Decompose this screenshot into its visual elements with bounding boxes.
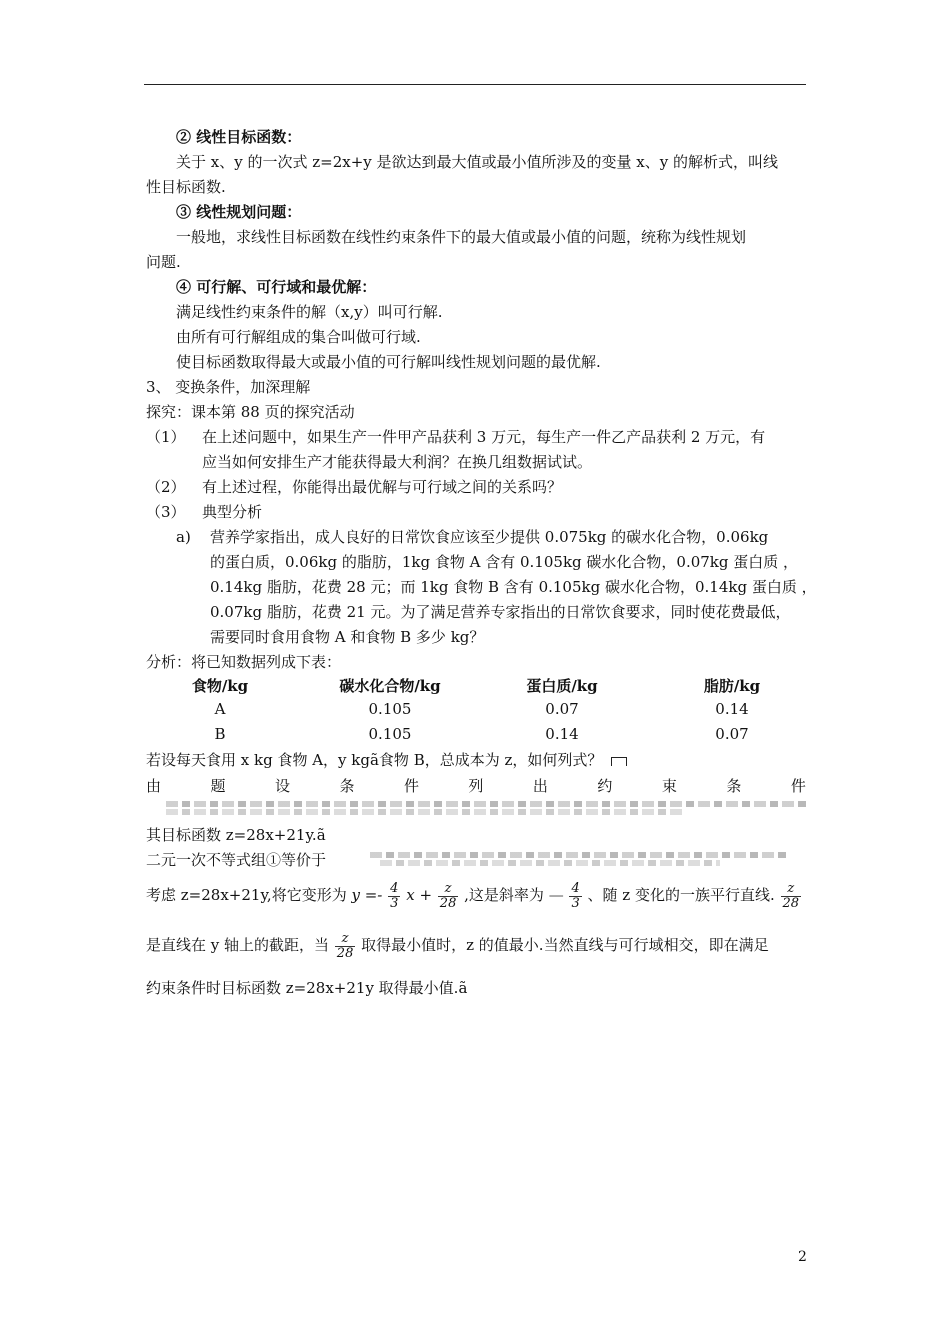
equivalent-line: 二元一次不等式组①等价于 [146, 851, 327, 869]
intercept-line [146, 928, 769, 962]
s4-line-1: 满足线性约束条件的解（x,y）叫可行解. [176, 303, 443, 321]
s3-title: ③ 线性规划问题： [176, 203, 302, 221]
spread-char: 件 [790, 777, 806, 795]
spread-char: 由 [146, 777, 162, 795]
header-rule [144, 84, 806, 85]
frac-z-28-b: $\frac{z}{28}$ [782, 880, 800, 911]
frac-z-28: $\frac{z}{28}$ [439, 880, 457, 911]
transform-text-c: 、随 z 变化的一族平行直线. [587, 886, 775, 904]
garbled-formula-image [370, 852, 790, 858]
table-header-protein: 蛋白质/kg [526, 677, 598, 695]
setup-line [146, 750, 627, 770]
q2-number: （2） [146, 478, 186, 496]
garbled-formula-image [380, 860, 720, 866]
spread-char: 题 [210, 777, 226, 795]
explore-line: 探究：课本第 88 页的探究活动 [146, 403, 355, 421]
corner-mark-icon [611, 757, 627, 766]
objective-line: 其目标函数 z=28x+21y.ã [146, 826, 326, 844]
frac-four-thirds: $\frac{4}{3}$ [390, 880, 399, 911]
spread-char: 约 [597, 777, 613, 795]
s4-line-2: 由所有可行解组成的集合叫做可行域. [176, 328, 421, 346]
item-a-line-4: 0.07kg 脂肪，花费 21 元。为了满足营养专家指出的日常饮食要求，同时使花费最低， [210, 603, 791, 621]
s4-line-3: 使目标函数取得最大或最小值的可行解叫线性规划问题的最优解. [176, 353, 601, 371]
q1-line-2: 应当如何安排生产才能获得最大利润？在换几组数据试试。 [202, 453, 593, 471]
s3-body-1: 一般地，求线性目标函数在线性约束条件下的最大值或最小值的问题，统称为线性规划 [176, 228, 747, 246]
setup-text: 若设每天食用 x kg 食物 A，y kgã食物 B，总成本为 z，如何列式？ [146, 751, 603, 769]
conclusion-line: 约束条件时目标函数 z=28x+21y 取得最小值.ã [146, 979, 468, 997]
q3-line-1: 典型分析 [202, 503, 263, 521]
frac-slope: $\frac{4}{3}$ [571, 880, 580, 911]
table-header-carb: 碳水化合物/kg [339, 677, 441, 695]
garbled-formula-image [166, 801, 806, 807]
table-cell: A [214, 700, 226, 718]
item-a-label: a) [176, 528, 191, 546]
table-cell: 0.14 [715, 700, 749, 718]
analysis-line: 分析：将已知数据列成下表： [146, 653, 342, 671]
spread-char: 列 [468, 777, 484, 795]
transform-line [146, 878, 802, 912]
item-a-line-5: 需要同时食用食物 A 和食物 B 多少 kg？ [210, 628, 485, 646]
spread-text-line [146, 775, 806, 796]
table-cell: 0.07 [715, 725, 749, 743]
transform-text-b: ,这是斜率为 [464, 886, 544, 904]
spread-char: 条 [726, 777, 742, 795]
s4-title: ④ 可行解、可行域和最优解： [176, 278, 377, 296]
q1-number: （1） [146, 428, 186, 446]
spread-char: 条 [339, 777, 355, 795]
intercept-text-b: 取得最小值时，z 的值最小.当然直线与可行域相交，即在满足 [361, 936, 769, 954]
garbled-formula-image [166, 809, 686, 815]
table-header-food: 食物/kg [191, 677, 249, 695]
part3-heading: 3、 变换条件，加深理解 [146, 378, 311, 396]
spread-char: 设 [274, 777, 290, 795]
table-row [146, 725, 846, 745]
page-number: 2 [798, 1249, 807, 1265]
s2-body-1: 关于 x、y 的一次式 z=2x+y 是欲达到最大值或最小值所涉及的变量 x、y 的解析式，叫线 [176, 153, 778, 171]
s2-title: ② 线性目标函数： [176, 128, 302, 146]
math-x-term: x + [406, 886, 433, 904]
math-y-eq: y =- [351, 886, 383, 904]
table-cell: 0.105 [368, 700, 412, 718]
frac-z-28-c: $\frac{z}{28}$ [336, 930, 354, 961]
spread-char: 束 [661, 777, 677, 795]
table-header-row [146, 675, 846, 695]
item-a-line-3: 0.14kg 脂肪，花费 28 元；而 1kg 食物 B 含有 0.105kg 碳水化合物，0.14kg 蛋白质 ， [210, 578, 817, 596]
q3-number: （3） [146, 503, 186, 521]
s3-body-2: 问题. [146, 253, 181, 271]
item-a-line-1: 营养学家指出，成人良好的日常饮食应该至少提供 0.075kg 的碳水化合物，0.06kg [210, 528, 769, 546]
spread-char: 件 [403, 777, 419, 795]
q2-line-1: 有上述过程，你能得出最优解与可行域之间的关系吗？ [202, 478, 563, 496]
intercept-text-a: 是直线在 y 轴上的截距，当 [146, 936, 330, 954]
transform-text-a: 考虑 z=28x+21y,将它变形为 [146, 886, 347, 904]
table-cell: 0.105 [368, 725, 412, 743]
table-row [146, 700, 846, 720]
table-cell: 0.14 [545, 725, 579, 743]
math-minus: — [548, 886, 564, 904]
table-header-fat: 脂肪/kg [703, 677, 761, 695]
s2-body-2: 性目标函数. [146, 178, 226, 196]
table-cell: 0.07 [545, 700, 579, 718]
q1-line-1: 在上述问题中，如果生产一件甲产品获利 3 万元，每生产一件乙产品获利 2 万元，有 [202, 428, 766, 446]
item-a-line-2: 的蛋白质，0.06kg 的脂肪，1kg 食物 A 含有 0.105kg 碳水化合物，0.07kg 蛋白质 ， [210, 553, 799, 571]
spread-char: 出 [532, 777, 548, 795]
table-cell: B [214, 725, 226, 743]
